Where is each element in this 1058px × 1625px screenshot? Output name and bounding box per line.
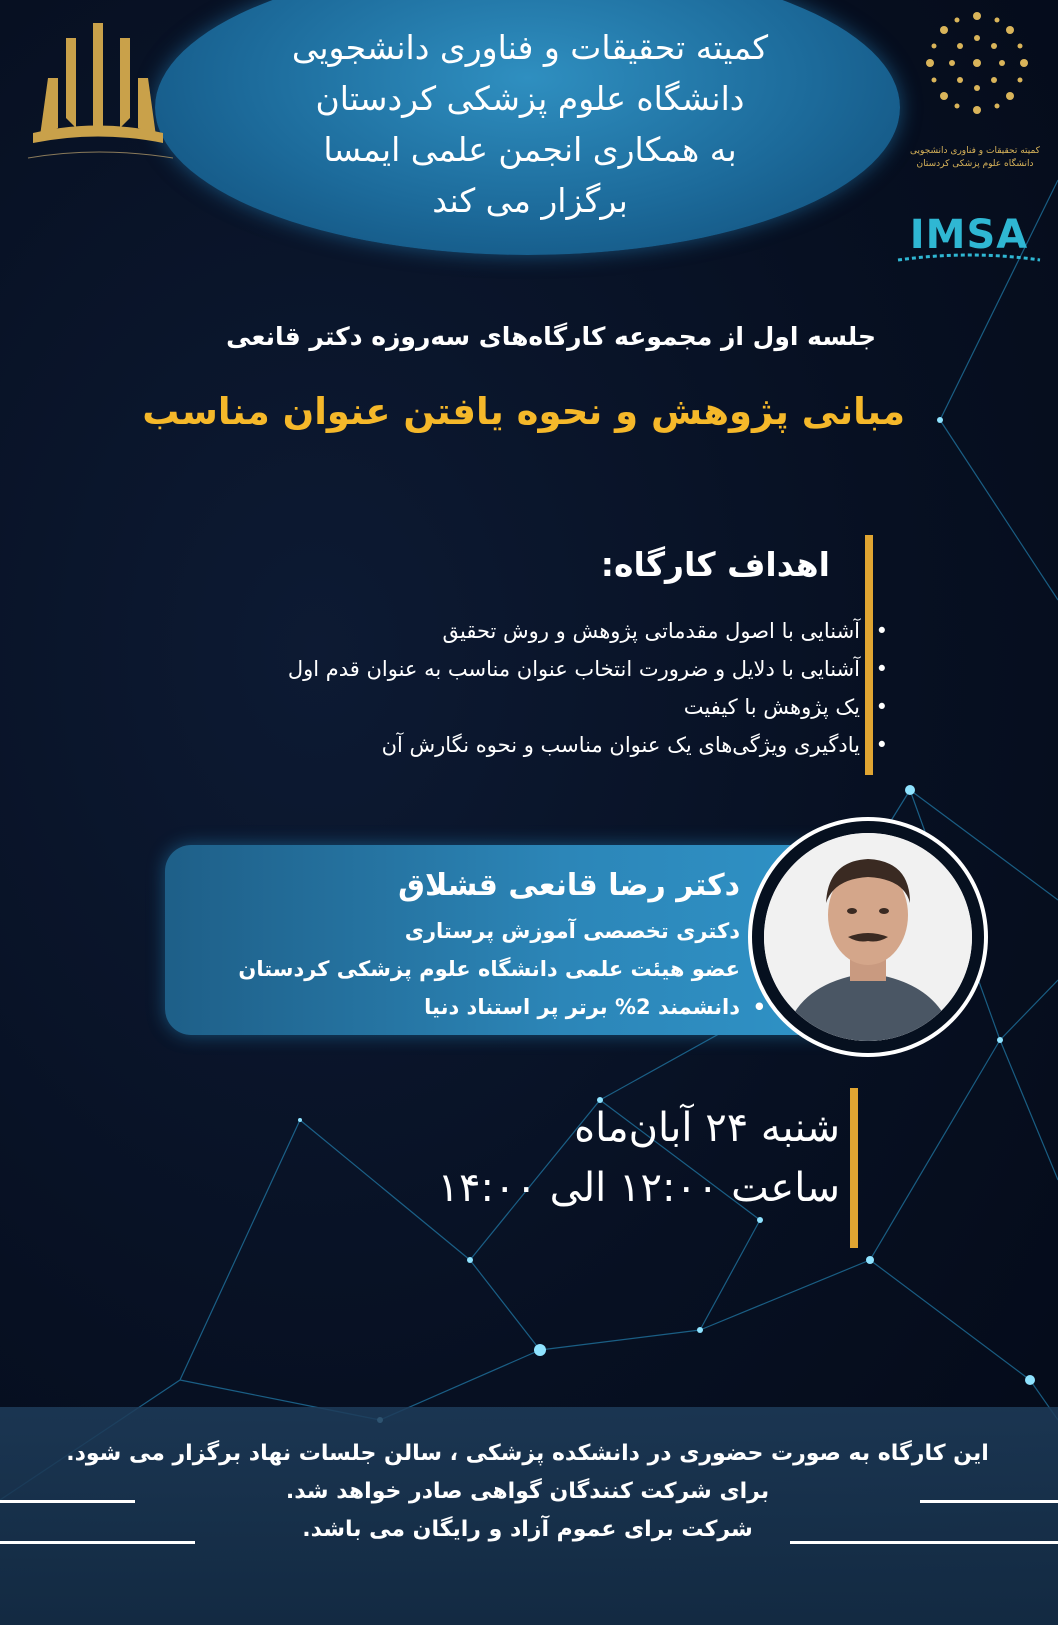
bullet-icon: •: [752, 995, 766, 1019]
goal-text: یک پژوهش با کیفیت: [683, 695, 860, 719]
speaker-detail-item: [170, 988, 766, 1026]
event-time: ساعت ۱۲:۰۰ الی ۱۴:۰۰: [437, 1165, 840, 1211]
goal-item: [60, 650, 888, 688]
speaker-name: دکتر رضا قانعی قشلاق: [398, 868, 740, 903]
committee-caption-line-1: کمیته تحقیقات و فناوری دانشجویی: [910, 146, 1040, 156]
speaker-detail-text: دانشمند 2% برتر پر استناد دنیا: [424, 995, 740, 1019]
goals-heading: اهداف کارگاه:: [600, 545, 830, 584]
bullet-icon: •: [875, 695, 888, 719]
goal-text: یادگیری ویژگی‌های یک عنوان مناسب و نحوه نگارش آن: [381, 733, 860, 757]
header-line-3: به همکاری انجمن علمی ایمسا: [323, 130, 737, 169]
header-text: [230, 22, 830, 226]
committee-caption-line-2: دانشگاه علوم پزشکی کردستان: [916, 159, 1034, 169]
goals-list: [60, 612, 890, 764]
goal-item: [60, 688, 888, 726]
imsa-logo-text: IMSA: [909, 212, 1029, 258]
footer-line-1: این کارگاه به صورت حضوری در دانشکده پزشکی ، سالن جلسات نهاد برگزار می شود.: [66, 1441, 989, 1466]
footer-line-3: شرکت برای عموم آزاد و رایگان می باشد.: [302, 1517, 753, 1542]
goal-text: آشنایی با اصول مقدماتی پژوهش و روش تحقیق: [442, 619, 860, 643]
header-line-4: برگزار می کند: [432, 181, 628, 220]
speaker-details: [170, 912, 770, 1026]
goal-item: [60, 612, 888, 650]
speaker-photo: [764, 833, 972, 1041]
header-line-1: کمیته تحقیقات و فناوری دانشجویی: [291, 28, 769, 67]
session-subtitle: جلسه اول از مجموعه کارگاه‌های سه‌روزه دکتر قانعی: [226, 322, 876, 351]
bullet-icon: •: [875, 733, 888, 757]
footer-notes: [30, 1435, 1025, 1549]
speaker-portrait: [764, 833, 972, 1041]
goal-item: [60, 726, 888, 764]
speaker-detail-text: عضو هیئت علمی دانشگاه علوم پزشکی کردستان: [238, 957, 740, 981]
schedule-accent-bar: [850, 1088, 858, 1248]
university-logo: [18, 18, 178, 168]
speaker-detail-item: [170, 950, 740, 988]
event-date: شنبه ۲۴ آبان‌ماه: [574, 1105, 840, 1151]
committee-logo-caption: [905, 145, 1045, 171]
footer-line-2: برای شرکت کنندگان گواهی صادر خواهد شد.: [285, 1479, 770, 1504]
speaker-detail-text: دکتری تخصصی آموزش پرستاری: [404, 919, 740, 943]
workshop-title: مبانی پژوهش و نحوه یافتن عنوان مناسب: [142, 390, 905, 433]
bullet-icon: •: [875, 657, 888, 681]
bullet-icon: •: [875, 619, 888, 643]
header-line-2: دانشگاه علوم پزشکی کردستان: [315, 79, 745, 118]
committee-logo: [912, 8, 1042, 118]
speaker-detail-item: [170, 912, 740, 950]
goal-text: آشنایی با دلایل و ضرورت انتخاب عنوان مناسب به عنوان قدم اول: [287, 657, 860, 681]
